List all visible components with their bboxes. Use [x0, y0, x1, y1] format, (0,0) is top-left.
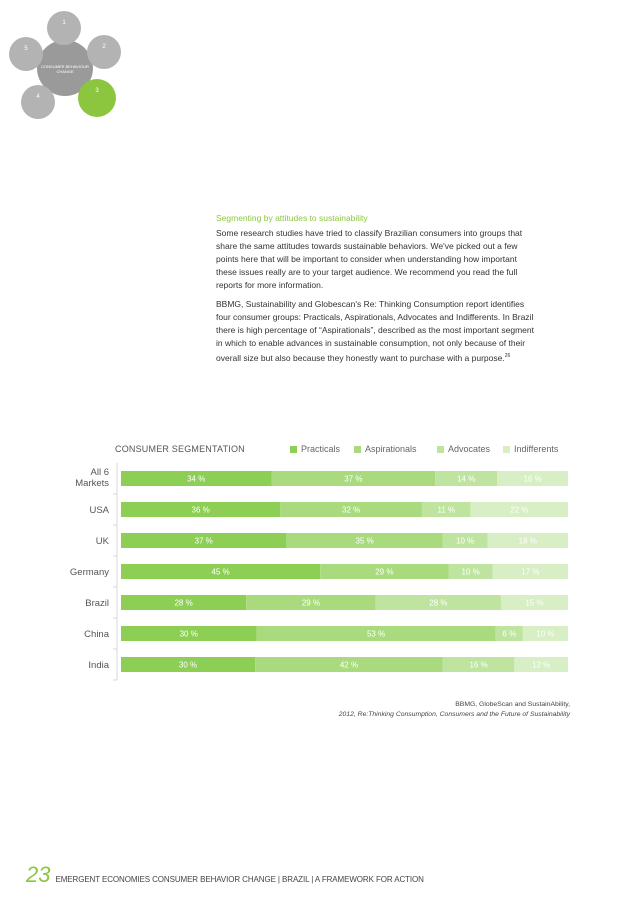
nav-node-4[interactable] — [21, 85, 55, 119]
nav-center-label: CONSUMER BEHAVIOUR CHANGE — [41, 64, 89, 74]
intro-paragraph: Some research studies have tried to classify Brazilian consumers into groups that share the same attitudes towards sustainable behaviors. We've picked out a few points here that will be important to consider when understanding how important these issues really are to your target audience. We recommend you read the full reports for more information. — [216, 228, 523, 291]
bar-value-label: 17 % — [521, 567, 540, 577]
source-line-2: 2012, Re:Thinking Consumption, Consumers and the Future of Sustainability — [338, 711, 570, 718]
page-number: 23 — [26, 862, 51, 887]
bar-value-label: 45 % — [211, 567, 230, 577]
page-footer — [26, 862, 424, 888]
bar-value-label: 22 % — [510, 505, 529, 515]
category-label: China — [84, 629, 109, 640]
legend-label-indifferents: Indifferents — [514, 444, 559, 454]
bar-value-label: 16 % — [469, 660, 488, 670]
nav-node-5[interactable] — [9, 37, 43, 71]
bar-value-label: 15 % — [525, 598, 544, 608]
consumer-segmentation-chart — [0, 440, 638, 720]
category-label: UK — [95, 536, 109, 547]
bar-value-label: 34 % — [187, 474, 206, 484]
bar-value-label: 37 % — [194, 536, 213, 546]
nav-node-3[interactable] — [78, 79, 116, 117]
section-heading: Segmenting by attitudes to sustainability — [216, 213, 368, 223]
category-label: All 6 Markets — [75, 467, 109, 489]
source-line-1: BBMG, GlobeScan and SustainAbility, — [455, 701, 570, 708]
bar-value-label: 29 % — [301, 598, 321, 608]
bar-value-label: 35 % — [355, 536, 374, 546]
nav-node-1-number: 1 — [62, 20, 66, 26]
bar-value-label: 6 % — [502, 629, 517, 639]
bar-value-label: 18 % — [518, 536, 537, 546]
nav-node-2[interactable] — [87, 35, 121, 69]
legend-label-aspirationals: Aspirationals — [365, 444, 417, 454]
nav-node-5-number: 5 — [24, 46, 28, 52]
bar-value-label: 37 % — [344, 474, 363, 484]
legend-label-practicals: Practicals — [301, 444, 341, 454]
bar-value-label: 28 % — [429, 598, 448, 608]
chart-source — [339, 700, 570, 720]
nav-node-1[interactable] — [47, 11, 81, 45]
bar-value-label: 29 % — [375, 567, 394, 577]
chart-title: CONSUMER SEGMENTATION — [115, 444, 245, 454]
bar-value-label: 36 % — [191, 505, 210, 515]
bar-value-label: 10 % — [536, 629, 555, 639]
bar-value-label: 42 % — [339, 660, 359, 670]
chapter-navigation-diagram — [0, 0, 140, 130]
bar-value-label: 10 % — [461, 567, 480, 577]
bar-value-label: 28 % — [174, 598, 193, 608]
bar-value-label: 11 % — [437, 505, 456, 515]
footer-text: EMERGENT ECONOMIES CONSUMER BEHAVIOR CHANGE | BRAZIL | A FRAMEWORK FOR ACTION — [55, 875, 424, 884]
category-label: India — [88, 660, 109, 671]
bar-value-label: 12 % — [532, 660, 551, 670]
bar-value-label: 16 % — [523, 474, 542, 484]
report-paragraph — [216, 298, 536, 365]
footnote-reference: 26 — [504, 353, 511, 360]
category-label: USA — [89, 505, 109, 516]
bar-value-label: 10 % — [456, 536, 475, 546]
legend-label-advocates: Advocates — [448, 444, 491, 454]
bar-value-label: 30 % — [178, 660, 198, 670]
nav-node-3-number: 3 — [95, 88, 99, 94]
bar-value-label: 53 % — [366, 629, 386, 639]
category-label: Brazil — [85, 598, 109, 609]
bar-value-label: 14 % — [457, 474, 476, 484]
bar-value-label: 32 % — [342, 505, 361, 515]
nav-node-4-number: 4 — [36, 94, 40, 100]
bar-value-label: 30 % — [179, 629, 198, 639]
report-paragraph-text: BBMG, Sustainability and Globescan's Re: Thinking Consumption report identifies four consumer groups: Practicals, Aspirationals, Advocates and Indifferents. In Brazil there is high percentage of “Aspirationals”, described as the most important segment in which to enable advances in sustainable consumption, not only because of their overall size but also because they honestly want to purchase with a purpose. — [216, 299, 534, 364]
category-label: Germany — [69, 567, 109, 578]
nav-node-2-number: 2 — [102, 44, 106, 50]
